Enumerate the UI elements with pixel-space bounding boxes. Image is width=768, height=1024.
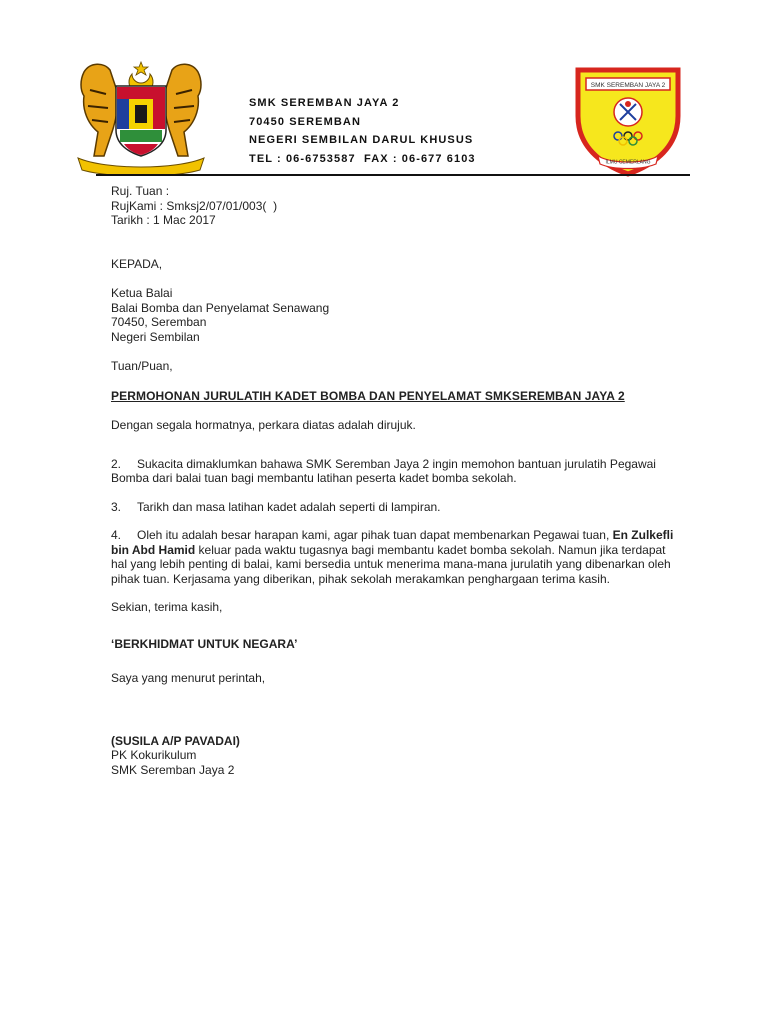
letter-subject: PERMOHONAN JURULATIH KADET BOMBA DAN PENYELAMAT SMKSEREMBAN JAYA 2 — [111, 388, 625, 403]
salutation: Tuan/Puan, — [111, 359, 173, 373]
signatory-name: (SUSILA A/P PAVADAI) — [111, 733, 240, 748]
school-logo-ribbon-text: SMK SEREMBAN JAYA 2 — [590, 82, 666, 89]
paragraph-4-text-a: Oleh itu adalah besar harapan kami, agar pihak tuan dapat membenarkan Pegawai tuan, — [137, 528, 613, 542]
paragraph-4-number: 4. — [111, 528, 122, 542]
recipient-line-3: 70450, Seremban — [111, 315, 207, 329]
paragraph-2-number: 2. — [111, 456, 122, 471]
left-tiger-shape — [81, 64, 118, 156]
paragraph-3-text: Tarikh dan masa latihan kadet adalah seperti di lampiran. — [137, 499, 441, 514]
recipient-line-4: Negeri Sembilan — [111, 329, 200, 344]
letter-body — [111, 184, 681, 777]
star-shape — [134, 62, 148, 75]
sign-off-line: Saya yang menurut perintah, — [111, 671, 266, 685]
ref-ruj-kami: RujKami : Smksj2/07/01/003( ) — [111, 198, 278, 213]
coat-of-arms-logo — [76, 60, 206, 176]
recipient-line-2: Balai Bomba dan Penyelamat Senawang — [111, 300, 330, 315]
school-name: SMK SEREMBAN JAYA 2 — [249, 97, 400, 109]
paragraph-3 — [111, 500, 681, 515]
opening-line: Dengan segala hormatnya, perkara diatas adalah dirujuk. — [111, 418, 416, 432]
right-tiger-shape — [164, 64, 201, 156]
recipient-line-1: Ketua Balai — [111, 286, 173, 300]
school-contact: TEL : 06-6753587 FAX : 06-677 6103 — [249, 152, 476, 165]
ref-tarikh: Tarikh : 1 Mac 2017 — [111, 213, 216, 227]
school-logo-motto-text: ILMU CEMERLANG — [605, 159, 651, 166]
recipient-kepada: KEPADA, — [111, 256, 163, 271]
school-logo — [572, 64, 684, 178]
signatory-title: PK Kokurikulum — [111, 748, 197, 762]
letterhead — [249, 94, 476, 168]
signatory-school: SMK Seremban Jaya 2 — [111, 762, 235, 777]
school-postcode-city: 70450 SEREMBAN — [249, 115, 361, 128]
paragraph-4 — [111, 528, 681, 586]
ref-ruj-tuan: Ruj. Tuan : — [111, 184, 170, 198]
paragraph-4-text-b: keluar pada waktu tugasnya bagi membantu kadet bomba sekolah. Namun jika terdapat hal yang lebih penting di balai, kami bersedia untuk menerima mana-mana jurulatih yang dibenarkan oleh pihak tuan. Kerjasama yang diberikan, pihak sekolah merakamkan penghargaan terima kasih. — [111, 542, 671, 586]
paragraph-3-number: 3. — [111, 499, 122, 514]
motto-line: ‘BERKHIDMAT UNTUK NEGARA’ — [111, 636, 298, 651]
paragraph-4-officer-name: En Zulkefli bin Abd Hamid — [111, 528, 674, 557]
letterhead-divider — [96, 174, 690, 176]
school-state: NEGERI SEMBILAN DARUL KHUSUS — [249, 134, 474, 146]
paragraph-2-text: Sukacita dimaklumkan bahawa SMK Seremban Jaya 2 ingin memohon bantuan jurulatih Pegawai Bomba dari balai tuan bagi membantu latihan peserta kadet bomba sekolah. — [111, 456, 656, 485]
closing-line: Sekian, terima kasih, — [111, 600, 223, 614]
paragraph-2 — [111, 457, 681, 486]
